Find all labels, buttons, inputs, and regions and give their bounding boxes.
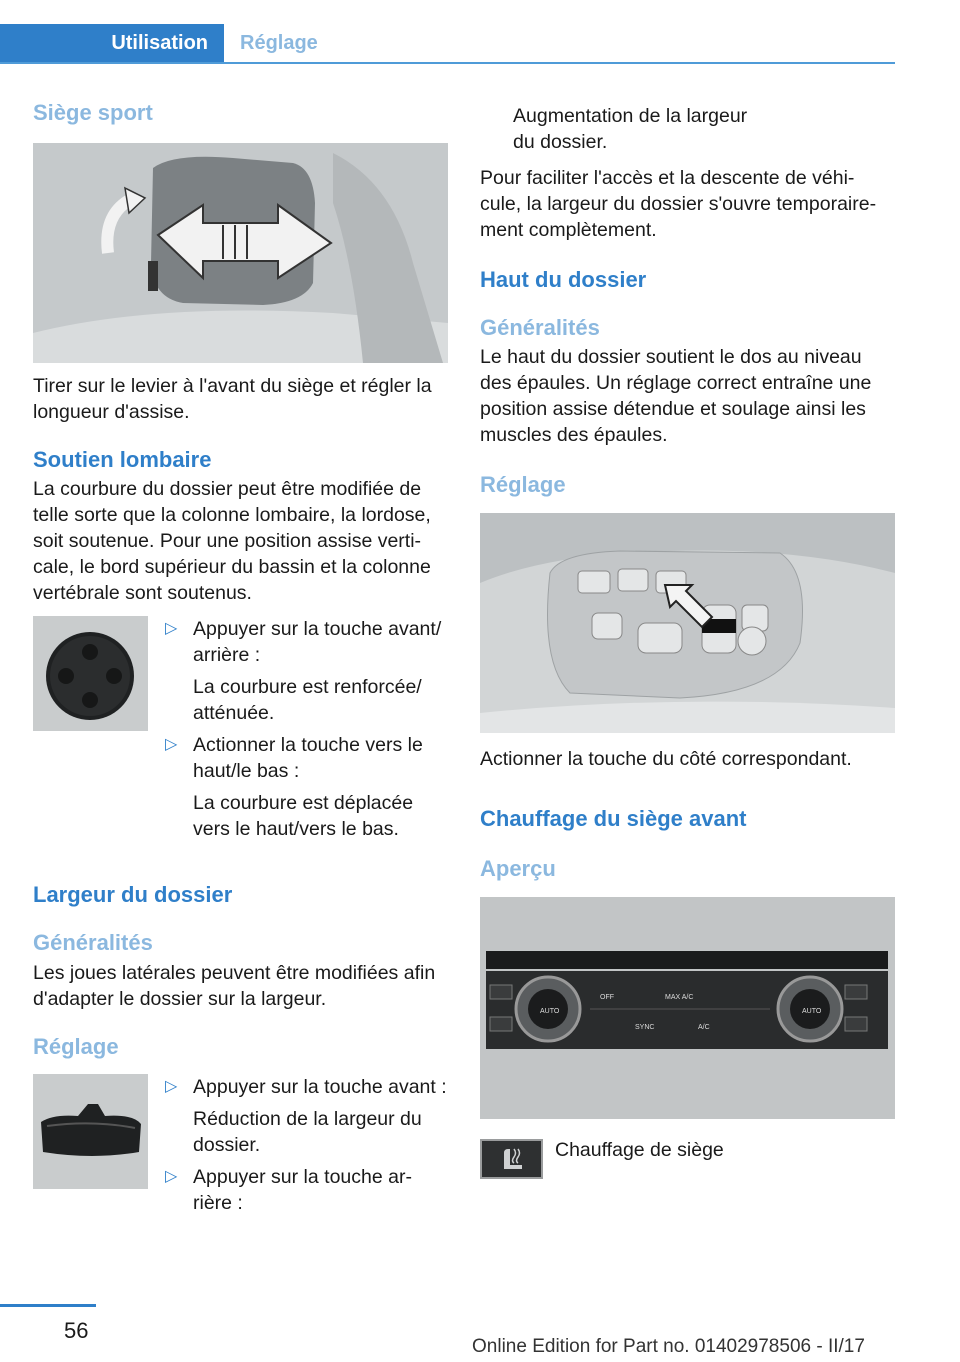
lombaire-title: Soutien lombaire <box>33 447 212 472</box>
step-action: Appuyer sur la touche avant/ arrière : <box>193 618 442 666</box>
climate-panel-figure <box>480 897 895 1119</box>
haut-title: Haut du dossier <box>480 267 647 292</box>
haut-reglage-text: Actionner la touche du côté correspondant. <box>480 748 852 770</box>
ouverture-text: Pour faciliter l'accès et la descente de véhi‐cule, la largeur du dossier s'ouvre temporaire‐ment complètement. <box>480 167 877 241</box>
haut-generalites-text: Le haut du dossier soutient le dos au niveau des épaules. Un réglage correct entraîne une position assise détendue et soulage ainsi les muscles des épaules. <box>480 346 872 446</box>
lombaire-step-2 <box>163 732 448 842</box>
width-button-thumbnail <box>33 1074 148 1189</box>
largeur-generalites-text: Les joues latérales peuvent être modifiées afin d'adapter le dossier sur la largeur. <box>33 962 436 1010</box>
panel-label-maxac: MAX A/C <box>665 994 694 1001</box>
bullet-triangle-icon: ▷ <box>165 1078 178 1095</box>
step-result: La courbure est déplacée vers le haut/vers le bas. <box>193 792 414 840</box>
seat-controls-illustration <box>480 513 895 733</box>
left-column <box>33 100 448 1216</box>
largeur-reglage-title: Réglage <box>33 1034 119 1059</box>
siege-sport-title: Siège sport <box>33 100 153 125</box>
seat-heating-icon <box>482 1141 541 1177</box>
seat-lever-illustration <box>33 143 448 363</box>
step-action: Appuyer sur la touche ar‐rière : <box>193 1166 412 1214</box>
step-result: La courbure est renforcée/ atténuée. <box>193 676 422 724</box>
edition-text: Online Edition for Part no. 01402978506 - II/17 <box>472 1336 865 1357</box>
bullet-triangle-icon: ▷ <box>165 1168 178 1185</box>
step-result: Réduction de la largeur du dossier. <box>193 1108 422 1156</box>
largeur-step-2 <box>163 1164 448 1216</box>
panel-label-ac: A/C <box>698 1024 710 1031</box>
tab-reglage[interactable]: Réglage <box>240 32 318 54</box>
seat-heating-label: Chauffage de siège <box>555 1139 724 1161</box>
page-number: 56 <box>64 1318 89 1343</box>
largeur-generalites-title: Généralités <box>33 930 153 955</box>
tab-utilisation[interactable]: Utilisation <box>0 24 224 62</box>
bullet-triangle-icon: ▷ <box>165 620 178 637</box>
panel-label-off: OFF <box>600 994 614 1001</box>
footer-line <box>0 1304 96 1307</box>
largeur-steps <box>33 1074 448 1216</box>
step-action: Actionner la touche vers le haut/le bas : <box>193 734 423 782</box>
bullet-triangle-icon: ▷ <box>165 736 178 753</box>
panel-label-sync: SYNC <box>635 1024 655 1031</box>
chauffage-apercu-title: Aperçu <box>480 856 556 881</box>
largeur-step-1 <box>163 1074 448 1158</box>
seat-length-figure <box>33 143 448 363</box>
haut-generalites-title: Généralités <box>480 315 600 340</box>
climate-panel-illustration <box>480 897 895 1119</box>
lombaire-intro: La courbure du dossier peut être modifiée de telle sorte que la colonne lombaire, la lordose, soit soutenue. Pour une position assise verti‐cale, le bord supérieur du bassin et la colonne vertébrale sont soutenus. <box>33 478 431 604</box>
header-tabs <box>0 24 895 64</box>
lumbar-button-icon <box>33 616 148 731</box>
largeur-title: Largeur du dossier <box>33 882 233 907</box>
panel-label-auto-left: AUTO <box>540 1008 560 1015</box>
lombaire-step-1 <box>163 616 448 726</box>
seat-heating-row <box>480 1139 895 1179</box>
panel-label-auto-right: AUTO <box>802 1008 822 1015</box>
largeur-continuation: Augmentation de la largeur du dossier. <box>513 105 748 153</box>
right-column <box>480 100 895 1179</box>
seat-heating-button <box>480 1139 543 1179</box>
seat-controls-figure <box>480 513 895 733</box>
width-button-icon <box>33 1074 148 1189</box>
chauffage-title: Chauffage du siège avant <box>480 806 747 831</box>
step-action: Appuyer sur la touche avant : <box>193 1076 447 1098</box>
siege-sport-text: Tirer sur le levier à l'avant du siège et régler la longueur d'assise. <box>33 375 432 423</box>
lumbar-button-thumbnail <box>33 616 148 731</box>
haut-reglage-title: Réglage <box>480 472 566 497</box>
lombaire-steps <box>33 616 448 854</box>
